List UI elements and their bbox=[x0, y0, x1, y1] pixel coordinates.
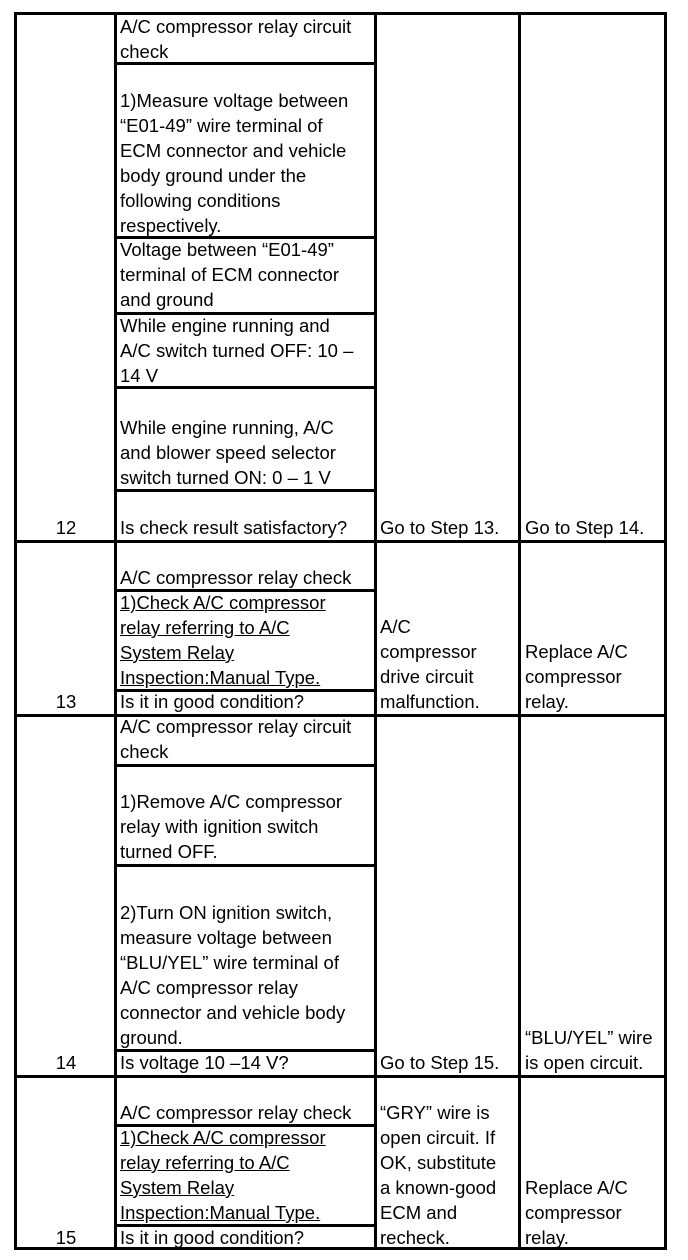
row-border-12-13 bbox=[14, 540, 667, 543]
check-question: Is voltage 10 –14 V? bbox=[120, 1052, 289, 1073]
yes-action: “GRY” wire is open circuit. If OK, substitute a known-good ECM and recheck. bbox=[380, 1102, 497, 1248]
relay-inspection-link[interactable]: 1)Check A/C compressor relay referring to A/C System Relay Inspection:Manual Type. bbox=[120, 592, 326, 688]
check-question: Is check result satisfactory? bbox=[120, 517, 348, 538]
check-text: Voltage between “E01-49” terminal of ECM connector and ground bbox=[120, 239, 340, 310]
check-text: A/C compressor relay circuit check bbox=[120, 16, 352, 62]
no-action: Replace A/C compressor relay. bbox=[525, 641, 628, 712]
no-action: “BLU/YEL” wire is open circuit. bbox=[525, 1027, 653, 1073]
check-text: 1)Remove A/C compressor relay with ignition switch turned OFF. bbox=[120, 791, 343, 862]
step-number: 13 bbox=[55, 691, 77, 712]
col-border-yes bbox=[518, 12, 521, 1250]
check-text: 1)Measure voltage between “E01-49” wire terminal of ECM connector and vehicle body ground under the following conditions respectively. bbox=[120, 90, 349, 236]
check-question: Is it in good condition? bbox=[120, 691, 305, 712]
check-text: 2)Turn ON ignition switch, measure voltage between “BLU/YEL” wire terminal of A/C compressor relay connector and vehicle body ground. bbox=[120, 902, 346, 1048]
col-border-check bbox=[374, 12, 377, 1250]
check-divider bbox=[114, 864, 377, 867]
check-text: A/C compressor relay check bbox=[120, 1102, 352, 1123]
yes-action: A/C compressor drive circuit malfunction. bbox=[380, 616, 480, 712]
check-question: Is it in good condition? bbox=[120, 1227, 305, 1248]
step-number: 14 bbox=[55, 1052, 77, 1073]
yes-action: Go to Step 15. bbox=[380, 1052, 500, 1073]
check-text: A/C compressor relay check bbox=[120, 567, 352, 588]
relay-inspection-link[interactable]: 1)Check A/C compressor relay referring to A/C System Relay Inspection:Manual Type. bbox=[120, 1127, 326, 1223]
check-text: While engine running and A/C switch turned OFF: 10 – 14 V bbox=[120, 315, 354, 386]
no-action: Go to Step 14. bbox=[525, 517, 645, 538]
step-number: 12 bbox=[55, 517, 77, 538]
check-text: While engine running, A/C and blower speed selector switch turned ON: 0 – 1 V bbox=[120, 417, 336, 488]
check-text: A/C compressor relay circuit check bbox=[120, 716, 352, 762]
row-border-14-15 bbox=[14, 1075, 667, 1078]
check-divider bbox=[114, 764, 377, 767]
step-number: 15 bbox=[55, 1227, 77, 1248]
no-action: Replace A/C compressor relay. bbox=[525, 1177, 628, 1248]
yes-action: Go to Step 13. bbox=[380, 517, 500, 538]
col-border-right bbox=[664, 12, 667, 1250]
